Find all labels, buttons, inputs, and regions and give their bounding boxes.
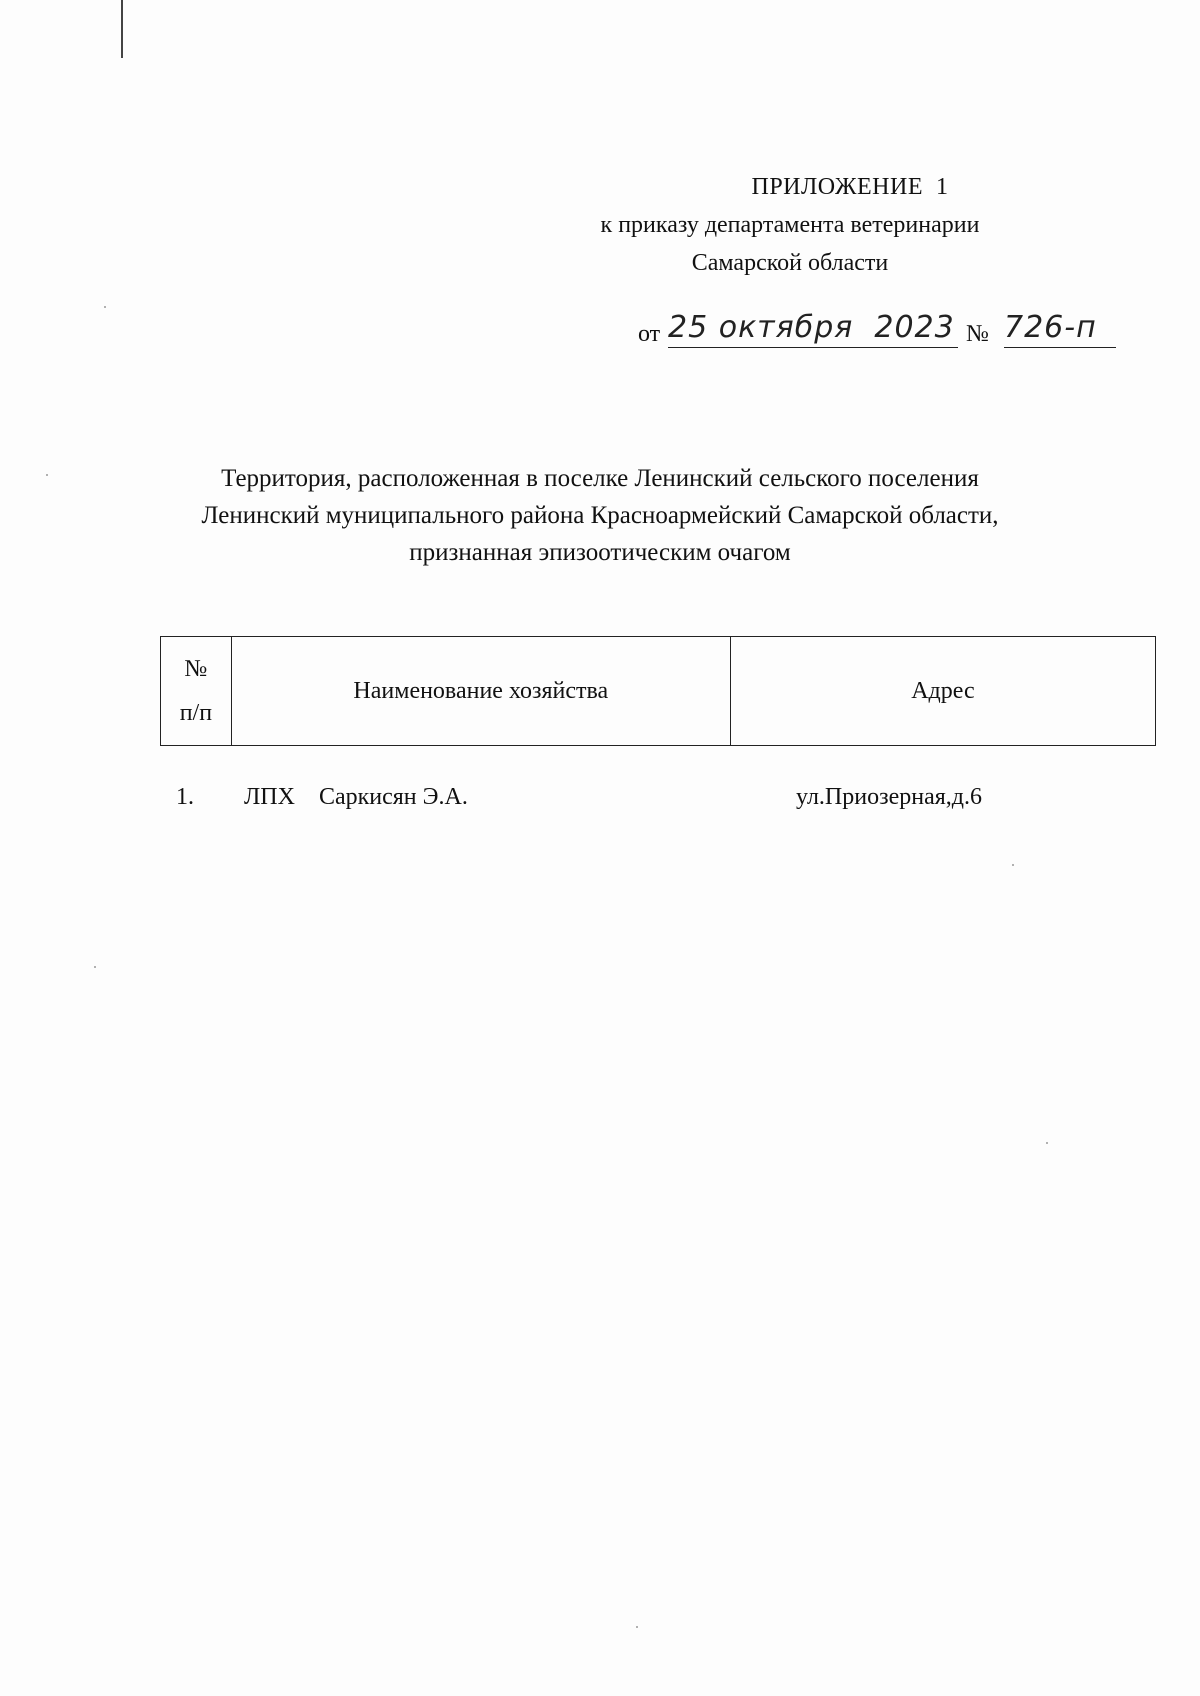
row-address: ул.Приозерная,д.6 <box>796 784 982 810</box>
scan-speck <box>94 966 96 968</box>
heading-line-3: признанная эпизоотическим очагом <box>409 539 791 566</box>
table-header-row <box>161 637 1156 746</box>
order-number-handwritten: 726-п <box>1004 309 1116 348</box>
order-number-label: № <box>966 321 989 347</box>
order-from-label: от <box>638 321 661 347</box>
appendix-line-1: к приказу департамента ветеринарии <box>600 212 980 238</box>
heading-line-2: Ленинский муниципального района Красноармейский Самарской области, <box>201 502 999 529</box>
scan-speck <box>1046 1142 1048 1144</box>
order-date-handwritten: 25 октября 2023 <box>668 309 958 348</box>
row-num: 1. <box>176 784 194 810</box>
scan-speck <box>636 1626 638 1628</box>
appendix-block <box>530 168 1050 282</box>
header-name: Наименование хозяйства <box>231 637 730 746</box>
header-num-symbol: № <box>184 656 208 682</box>
appendix-line-2: Самарской области <box>691 250 889 276</box>
document-heading <box>150 460 1050 571</box>
row-farm-name: ЛПХ Саркисян Э.А. <box>244 784 468 810</box>
scan-speck <box>1012 864 1014 866</box>
header-address: Адрес <box>730 637 1155 746</box>
scan-speck <box>46 474 48 476</box>
registry-table <box>160 636 1156 746</box>
table-row <box>0 784 1200 820</box>
appendix-title: ПРИЛОЖЕНИЕ 1 <box>751 174 949 200</box>
scan-edge-line <box>121 0 123 58</box>
heading-line-1: Территория, расположенная в поселке Ленинский сельского поселения <box>221 465 979 492</box>
order-reference <box>638 310 1158 356</box>
header-num-abbr: п/п <box>179 700 213 726</box>
scan-speck <box>104 306 106 308</box>
header-num <box>161 637 232 746</box>
